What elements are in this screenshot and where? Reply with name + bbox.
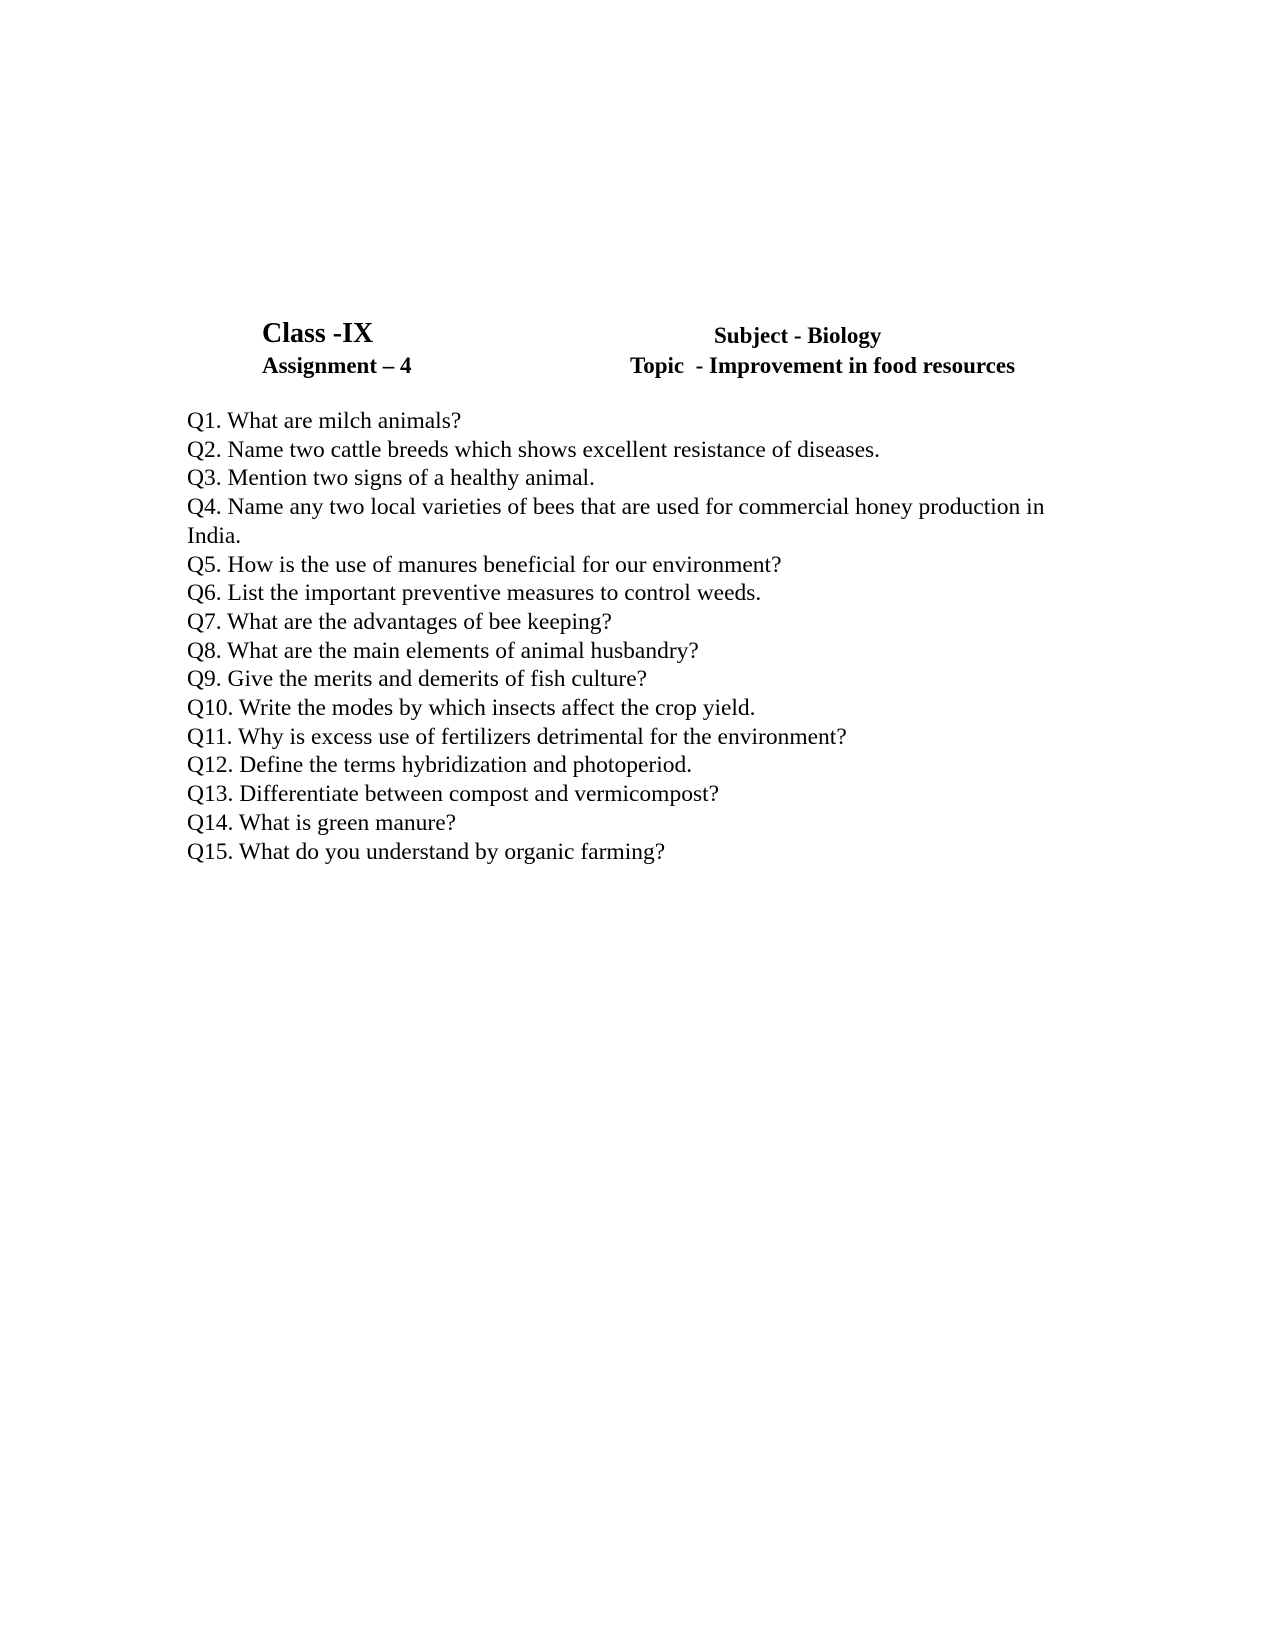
question-item: Q13. Differentiate between compost and vermicompost? [187,781,720,808]
question-item: Q4. Name any two local varieties of bees that are used for commercial honey production in India. [187,494,1045,549]
question-item: Q15. What do you understand by organic farming? [187,838,666,865]
question-item: Q11. Why is excess use of fertilizers detrimental for the environment? [187,723,847,750]
question-item: Q2. Name two cattle breeds which shows excellent resistance of diseases. [187,436,881,463]
question-item: Q14. What is green manure? [187,809,457,836]
question-item: Q7. What are the advantages of bee keeping? [187,608,612,635]
question-item: Q9. Give the merits and demerits of fish culture? [187,666,648,693]
question-item: Q1. What are milch animals? [187,408,462,434]
question-item: Q10. Write the modes by which insects affect the crop yield. [187,695,756,722]
question-item: Q12. Define the terms hybridization and photoperiod. [187,752,693,779]
question-item: Q5. How is the use of manures beneficial for our environment? [187,551,782,578]
subject-label: Subject - Biology [714,323,882,348]
topic-label: Topic - Improvement in food resources [630,353,1016,378]
question-item: Q6. List the important preventive measures to control weeds. [187,580,762,607]
assignment-label: Assignment – 4 [262,353,412,378]
question-item: Q3. Mention two signs of a healthy animal. [187,465,595,492]
class-label: Class -IX [262,318,374,349]
question-item: Q8. What are the main elements of animal husbandry? [187,637,699,664]
question-list [187,407,1087,866]
